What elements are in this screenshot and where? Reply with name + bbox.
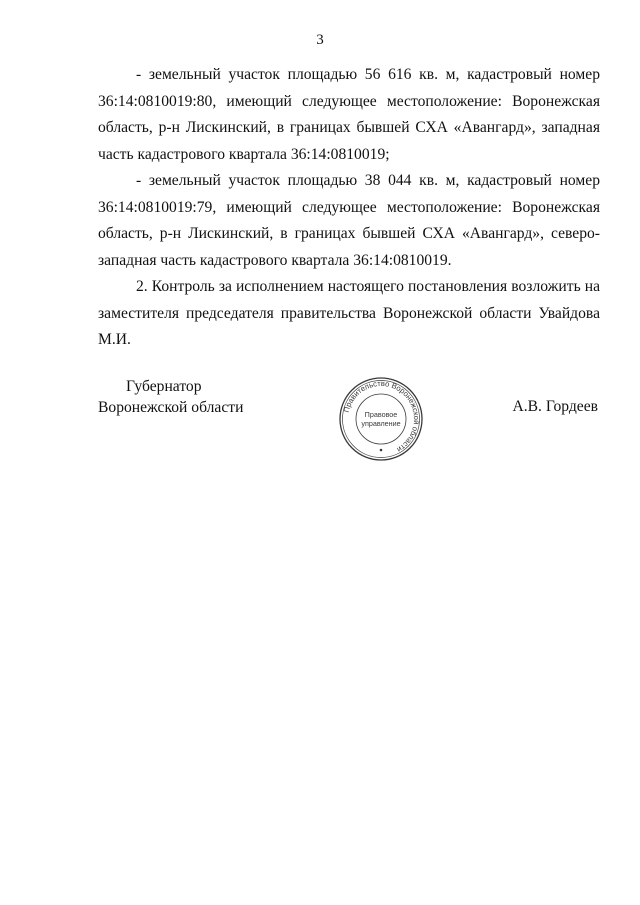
signer-position-line1: Губернатор [126,378,202,395]
document-body [98,62,600,354]
stamp-center-line1: Правовое [364,410,398,419]
page-number: 3 [316,32,324,48]
signer-name: А.В. Гордеев [512,398,598,415]
stamp-center-line2: управление [361,419,401,428]
paragraph-land-plot-79: - земельный участок площадью 38 044 кв. м, кадастровый номер 36:14:0810019:79, имеющий следующее местоположение: Воронежская область, р-н Лискинский, в границах бывшей СХА «Авангард», северо-западная часть кадастрового квартала 36:14:0810019. [98,172,600,269]
official-stamp [338,376,424,462]
signature-block [0,376,640,466]
signer-position [98,376,243,418]
stamp-ring-text: Правительство Воронежской области [341,378,422,455]
paragraph-land-plot-80: - земельный участок площадью 56 616 кв. м, кадастровый номер 36:14:0810019:80, имеющий следующее местоположение: Воронежская область, р-н Лискинский, в границах бывшей СХА «Авангард», западная часть кадастрового квартала 36:14:0810019; [98,66,600,163]
signer-position-line2: Воронежской области [98,399,244,416]
paragraph-control: 2. Контроль за исполнением настоящего постановления возложить на заместителя председателя правительства Воронежской области Увайдова М.И. [98,278,600,348]
stamp-star-icon [380,449,383,452]
